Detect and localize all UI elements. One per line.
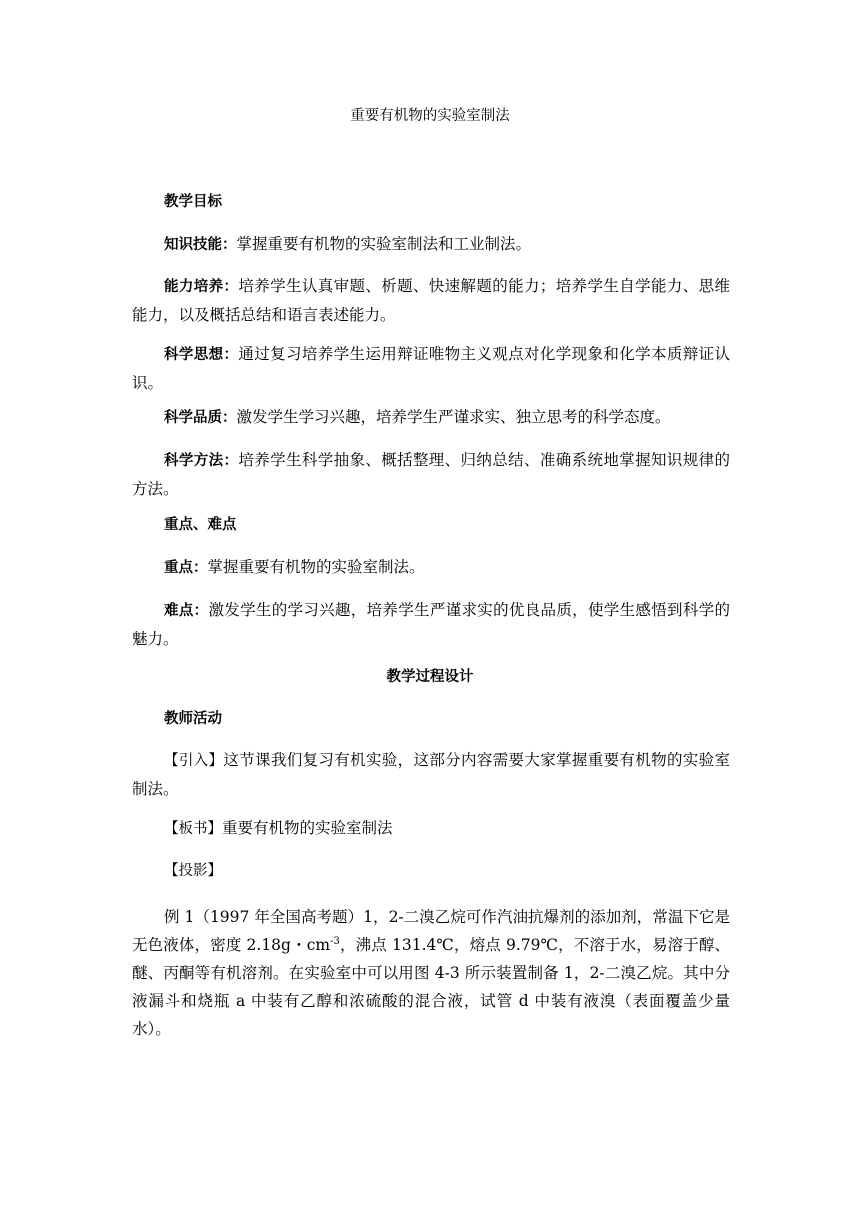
objective-thinking-text: 通过复习培养学生运用辩证唯物主义观点对化学现象和化学本质辩证认识。 [132,345,730,392]
objective-knowledge-text: 掌握重要有机物的实验室制法和工业制法。 [236,235,532,253]
intro-paragraph [132,746,730,803]
board-paragraph [132,814,730,843]
objective-thinking [132,340,730,397]
objective-method-label: 科学方法： [164,452,239,469]
key-point [132,553,730,582]
objectives-heading: 教学目标 [164,193,222,210]
difficult-point-label: 难点： [164,602,209,619]
objective-quality [132,403,730,432]
intro-tag: 【引入】 [164,753,224,769]
objective-ability-label: 能力培养： [164,278,239,295]
intro-text: 这节课我们复习有机实验，这部分内容需要大家掌握重要有机物的实验室制法。 [132,751,730,798]
objective-method-text: 培养学生科学抽象、概括整理、归纳总结、准确系统地掌握知识规律的方法。 [132,451,730,498]
objective-knowledge-label: 知识技能： [164,236,237,253]
key-points-heading: 重点、难点 [164,516,237,533]
example-superscript: -3 [330,935,340,947]
objective-method [132,446,730,503]
difficult-point-text: 激发学生的学习兴趣，培养学生严谨求实的优良品质，使学生感悟到科学的魅力。 [132,601,730,648]
objective-quality-label: 科学品质： [164,409,237,426]
board-tag: 【板书】 [164,821,222,837]
board-text: 重要有机物的实验室制法 [222,819,393,837]
objective-quality-text: 激发学生学习兴趣，培养学生严谨求实、独立思考的科学态度。 [236,408,671,426]
projection-tag: 【投影】 [164,863,222,879]
objective-knowledge [132,230,730,259]
projection-paragraph [132,856,730,885]
objective-thinking-label: 科学思想： [164,346,239,363]
objective-ability-text: 培养学生认真审题、析题、快速解题的能力；培养学生自学能力、思维能力，以及概括总结和语言表述能力。 [132,277,730,324]
example-text-part2: ，沸点 131.4℃，熔点 9.79℃，不溶于水，易溶于醇、醚、丙酮等有机溶剂。在实验室中可以用图 4-3 所示装置制备 1，2-二溴乙烷。其中分液漏斗和烧瓶 a 中装有乙醇和浓硫酸的混合液，试管 d 中装有液溴（表面覆盖少量水）。 [132,936,731,1038]
teacher-activity-heading: 教师活动 [164,710,222,727]
key-point-text: 掌握重要有机物的实验室制法。 [207,558,425,576]
objective-ability [132,272,730,329]
key-point-label: 重点： [164,559,208,576]
difficult-point [132,596,730,653]
process-heading: 教学过程设计 [386,668,474,685]
example-text-part1: 例 1（1997 年全国高考题）1，2-二溴乙烷可作汽油抗爆剂的添加剂，常温下它是无色液体，密度 2.18g・cm [132,908,730,954]
example-paragraph [132,903,730,1043]
document-title: 重要有机物的实验室制法 [350,108,510,124]
